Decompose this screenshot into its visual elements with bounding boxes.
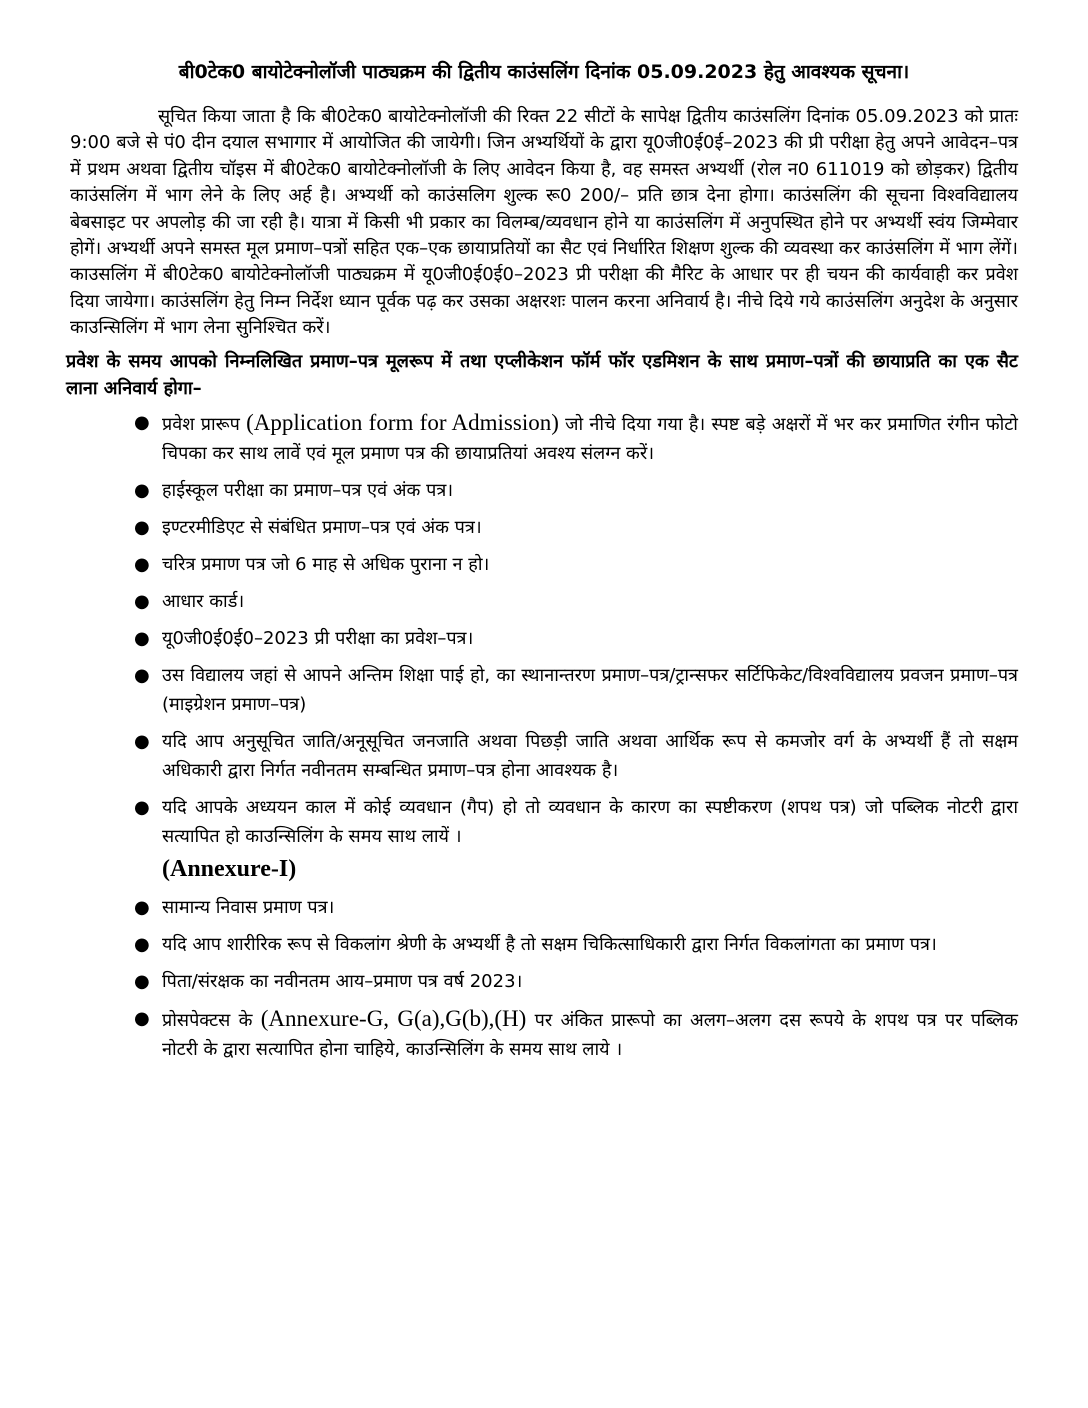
- bullet-icon: ●: [134, 479, 150, 501]
- bullet-icon: ●: [134, 664, 150, 686]
- item-text: हाईस्कूल परीक्षा का प्रमाण–पत्र एवं अंक पत्र।: [162, 479, 454, 501]
- item-latin-text: (Annexure-G, G(a),G(b),(H): [260, 1005, 527, 1031]
- bullet-icon: ●: [134, 553, 150, 575]
- bullet-icon: ●: [134, 970, 150, 992]
- bullet-icon: ●: [134, 933, 150, 955]
- notice-title: बी0टेक0 बायोटेक्नोलॉजी पाठ्यक्रम की द्वितीय काउंसलिंग दिनांक 05.09.2023 हेतु आवश्यक सूचना।: [178, 61, 910, 83]
- list-item: [134, 967, 1018, 996]
- item-latin-text: (Application form for Admission): [246, 409, 559, 435]
- list-item: [134, 624, 1018, 653]
- item-text: यदि आप शारीरिक रूप से विकलांग श्रेणी के अभ्यर्थी है तो सक्षम चिकित्साधिकारी द्वारा निर्गत विकलांगता का प्रमाण पत्र।: [162, 933, 937, 955]
- item-text: उस विद्यालय जहां से आपने अन्तिम शिक्षा पाई हो, का स्थानान्तरण प्रमाण–पत्र/ट्रान्सफर सर्टिफिकेट/विश्वविद्यालय प्रवजन प्रमाण–पत्र (माइग्रेशन प्रमाण–पत्र): [162, 664, 1018, 715]
- intro-paragraph: सूचित किया जाता है कि बी0टेक0 बायोटेक्नोलॉजी की रिक्त 22 सीटों के सापेक्ष द्वितीय काउंसलिंग दिनांक 05.09.2023 को प्रातः 9:00 बजे से पं0 दीन दयाल सभागार में आयोजित की जायेगी। जिन अभ्यर्थियों के द्वारा यू0जी0ई0ई–2023 की प्री परीक्षा हेतु अपने आवेदन–पत्र में प्रथम अथवा द्वितीय चॉइस में बी0टेक0 बायोटेक्नोलॉजी के लिए आवेदन किया है, वह समस्त अभ्यर्थी (रोल न0 611019 को छोड़कर) द्वितीय काउंसलिंग में भाग लेने के लिए अर्ह है। अभ्यर्थी को काउंसलिग शुल्क रू0 200/– प्रति छात्र देना होगा। काउंसलिंग की सूचना विश्वविद्यालय बेबसाइट पर अपलोड़ की जा रही है। यात्रा में किसी भी प्रकार का विलम्ब/व्यवधान होने या काउंसलिंग में अनुपस्थित होने पर अभ्यर्थी स्वंय जिम्मेवार होगें। अभ्यर्थी अपने समस्त मूल प्रमाण–पत्रों सहित एक–एक छायाप्रतियों का सैट एवं निर्धारित शिक्षण शुल्क की व्यवस्था कर काउंसलिंग में भाग लेंगें। काउसलिंग में बी0टेक0 बायोटेक्नोलॉजी पाठ्यक्रम में यू0जी0ई0ई0–2023 प्री परीक्षा की मैरिट के आधार पर ही चयन की कार्यवाही कर प्रवेश दिया जायेगा। काउंसलिंग हेतु निम्न निर्देश ध्यान पूर्वक पढ़ कर उसका अक्षरशः पालन करना अनिवार्य है। नीचे दिये गये काउंसलिंग अनुदेश के अनुसार काउन्सिलिंग में भाग लेना सुनिश्चित करें।: [70, 106, 1018, 339]
- bullet-icon: ●: [134, 730, 150, 752]
- list-item: [134, 727, 1018, 785]
- required-documents-list-continued: [70, 893, 1018, 1064]
- item-text: यदि आपके अध्ययन काल में कोई व्यवधान (गैप) हो तो व्यवधान के कारण का स्पष्टीकरण (शपथ पत्र) जो पब्लिक नोटरी द्वारा सत्यापित हो काउन्सिलिंग के समय साथ लायें ।: [162, 796, 1018, 847]
- bullet-icon: ●: [134, 1007, 150, 1029]
- bullet-icon: ●: [134, 896, 150, 918]
- item-text: प्रोसपेक्टस के: [162, 1009, 261, 1031]
- item-text: सामान्य निवास प्रमाण पत्र।: [162, 896, 335, 918]
- list-item: [134, 587, 1018, 616]
- item-text: चरित्र प्रमाण पत्र जो 6 माह से अधिक पुराना न हो।: [162, 553, 490, 575]
- required-documents-list: [70, 408, 1018, 851]
- list-item: [134, 930, 1018, 959]
- list-item: [134, 1004, 1018, 1064]
- item-text: जो नीचे दिया गया है। स्पष्ट बड़े अक्षरों में भर कर प्रमाणित रंगीन फोटो चिपका कर साथ लावें एवं मूल प्रमाण पत्र की छायाप्रतियां अवश्य संलग्न करें।: [162, 413, 1018, 464]
- list-item: [134, 793, 1018, 851]
- item-text: पिता/संरक्षक का नवीनतम आय–प्रमाण पत्र वर्ष 2023।: [162, 970, 523, 992]
- documents-heading: प्रवेश के समय आपको निम्नलिखित प्रमाण–पत्र मूलरूप में तथा एप्लीकेशन फॉर्म फॉर एडमिशन के साथ प्रमाण–पत्रों की छायाप्रति का एक सैट लाना अनिवार्य होगा–: [66, 350, 1018, 399]
- item-text: आधार कार्ड।: [162, 590, 245, 612]
- bullet-icon: ●: [134, 590, 150, 612]
- notice-page: [66, 58, 1018, 1072]
- list-item: [134, 893, 1018, 922]
- item-text: यदि आप अनुसूचित जाति/अनूसूचित जनजाति अथवा पिछड़ी जाति अथवा आर्थिक रूप से कमजोर वर्ग के अभ्यर्थी हैं तो सक्षम अधिकारी द्वारा निर्गत नवीनतम सम्बन्धित प्रमाण–पत्र होना आवश्यक है।: [162, 730, 1018, 781]
- bullet-icon: ●: [134, 411, 150, 433]
- list-item: [134, 408, 1018, 468]
- list-item: [134, 513, 1018, 542]
- item-text: प्रवेश प्रारूप: [162, 413, 247, 435]
- item-text: यू0जी0ई0ई0–2023 प्री परीक्षा का प्रवेश–पत्र।: [162, 627, 474, 649]
- item-text: इण्टरमीडिएट से संबंधित प्रमाण–पत्र एवं अंक पत्र।: [162, 516, 482, 538]
- list-item: [134, 550, 1018, 579]
- list-item: [134, 661, 1018, 719]
- bullet-icon: ●: [134, 627, 150, 649]
- item-text: पर अंकित प्रारूपो का अलग–अलग दस रूपये के शपथ पत्र पर पब्लिक नोटरी के द्वारा सत्यापित होना चाहिये, काउन्सिलिंग के समय साथ लाये ।: [162, 1009, 1018, 1060]
- bullet-icon: ●: [134, 796, 150, 818]
- bullet-icon: ●: [134, 516, 150, 538]
- list-item: [134, 476, 1018, 505]
- annexure-label: (Annexure-I): [162, 855, 297, 882]
